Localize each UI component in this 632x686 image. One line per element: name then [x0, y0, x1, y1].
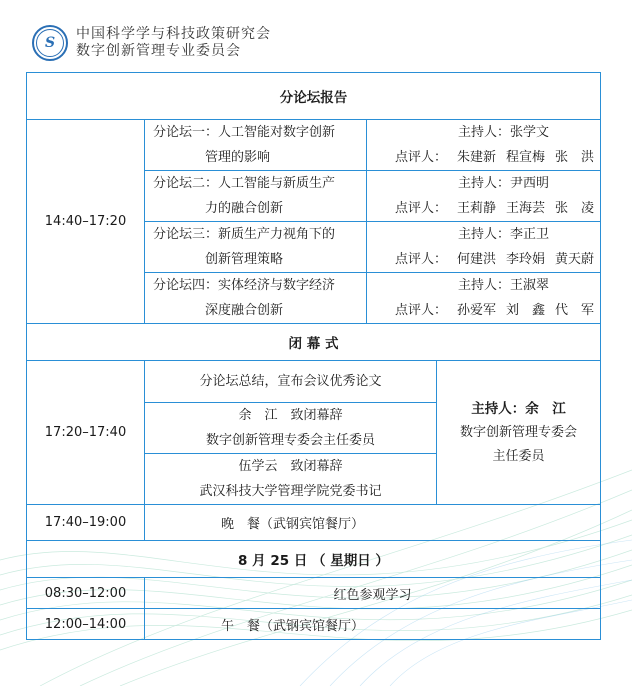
dinner-time: 17:40–19:00 [27, 505, 145, 541]
forum-topic-line2: 管理的影响 [205, 150, 271, 165]
reviewer-label: 点评人： [395, 303, 448, 318]
reviewer-name: 黄天蔚 [554, 252, 594, 267]
forum-host: 主持人：李正卫 [457, 227, 549, 242]
day2-row-time: 08:30–12:00 [27, 578, 145, 609]
chair-title-line2: 主任委员 [492, 448, 545, 464]
section-day2: 8 月 25 日 （ 星期日 ） [27, 541, 601, 578]
forum-topic-line1: 分论坛一：人工智能对数字创新 [153, 125, 336, 140]
forum-hosts-2 [367, 171, 601, 222]
forum-topic-4 [145, 273, 367, 324]
forum-host: 主持人：王淑翠 [457, 278, 549, 293]
forum-hosts-1 [367, 120, 601, 171]
page-header [32, 22, 271, 64]
reviewer-label: 点评人： [395, 150, 448, 165]
reviewer-name: 李玲娟 [505, 252, 545, 267]
speech-title: 数字创新管理专委会主任委员 [205, 433, 375, 448]
forum-hosts-4 [367, 273, 601, 324]
forum-topic-line2: 创新管理策略 [205, 252, 284, 267]
reviewer-label: 点评人： [395, 252, 448, 267]
forum-reviewers [367, 196, 600, 221]
chair-name: 主持人：余 江 [471, 400, 566, 417]
reviewer-label: 点评人： [395, 201, 448, 216]
reviewer-name: 王莉静 [456, 201, 496, 216]
day2-row-label: 午 餐（武钢宾馆餐厅） [145, 609, 601, 640]
forum-topic-line1: 分论坛二：人工智能与新质生产 [153, 176, 336, 191]
reviewer-name: 朱建新 [456, 150, 496, 165]
forum-time: 14:40–17:20 [27, 120, 145, 324]
forum-topic-line1: 分论坛四：实体经济与数字经济 [153, 278, 336, 293]
reviewer-name: 孙爱军 [456, 303, 496, 318]
forum-reviewers [367, 145, 600, 170]
reviewer-name: 王海芸 [505, 201, 545, 216]
speech-speaker: 余 江 致闭幕辞 [238, 408, 343, 423]
org-line-2: 数字创新管理专业委员会 [76, 43, 241, 59]
forum-hosts-3 [367, 222, 601, 273]
forum-topic-1 [145, 120, 367, 171]
forum-topic-line2: 力的融合创新 [205, 201, 284, 216]
reviewer-name: 何建洪 [456, 252, 496, 267]
closing-chair [437, 361, 601, 505]
forum-topic-3 [145, 222, 367, 273]
logo-icon: S [32, 25, 68, 61]
forum-topic-2 [145, 171, 367, 222]
closing-item-speech-2 [145, 454, 437, 505]
forum-host: 主持人：张学文 [457, 125, 549, 140]
forum-host: 主持人：尹西明 [457, 176, 549, 191]
forum-topic-line2: 深度融合创新 [205, 303, 284, 318]
closing-item-speech-1 [145, 403, 437, 454]
organization-name [76, 26, 271, 60]
reviewer-name: 张 洪 [554, 150, 594, 165]
speech-speaker: 伍学云 致闭幕辞 [238, 459, 343, 474]
day2-row-label: 红色参观学习 [145, 578, 601, 609]
closing-time: 17:20–17:40 [27, 361, 145, 505]
chair-title-line1: 数字创新管理专委会 [459, 424, 577, 440]
forum-reviewers [367, 298, 600, 323]
day2-row-time: 12:00–14:00 [27, 609, 145, 640]
closing-item-summary: 分论坛总结，宣布会议优秀论文 [145, 361, 437, 403]
reviewer-name: 程宣梅 [505, 150, 545, 165]
reviewer-name: 张 凌 [554, 201, 594, 216]
section-closing: 闭 幕 式 [27, 324, 601, 361]
reviewer-name: 代 军 [554, 303, 594, 318]
forum-topic-line1: 分论坛三：新质生产力视角下的 [153, 227, 336, 242]
speech-title: 武汉科技大学管理学院党委书记 [199, 484, 382, 499]
schedule-table [26, 72, 601, 640]
forum-reviewers [367, 247, 600, 272]
org-line-1: 中国科学学与科技政策研究会 [76, 26, 271, 42]
reviewer-name: 刘 鑫 [505, 303, 545, 318]
dinner-label: 晚 餐（武钢宾馆餐厅） [145, 505, 601, 541]
section-forum-report: 分论坛报告 [27, 73, 601, 120]
